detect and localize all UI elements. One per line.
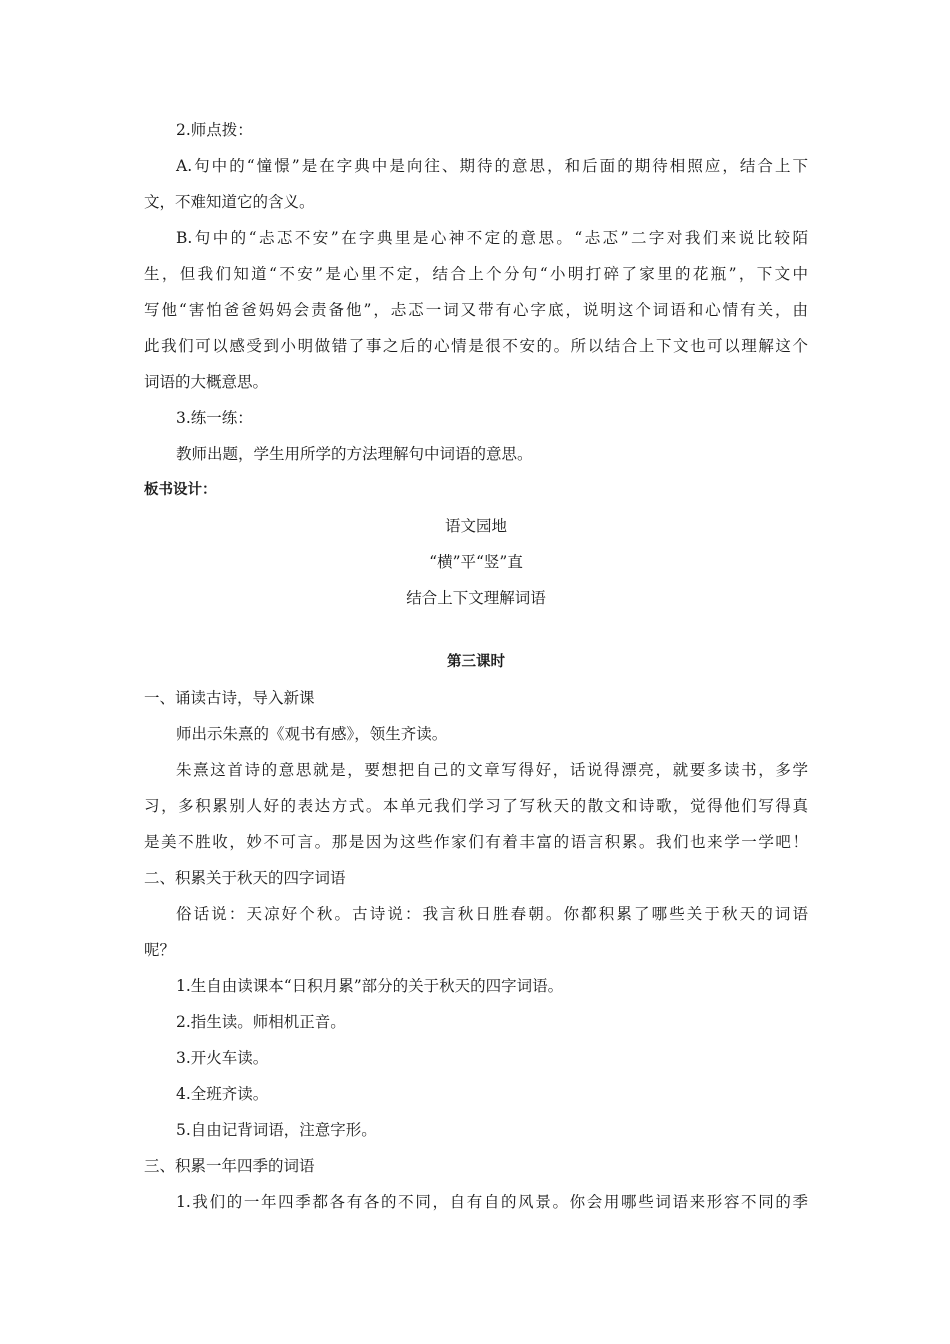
item-b-line: 此我们可以感受到小明做错了事之后的心情是很不安的。所以结合上下文也可以理解这个 (144, 337, 808, 355)
item-b-line: 生，但我们知道“不安”是心里不定，结合上个分句“小明打碎了家里的花瓶”，下文中 (144, 265, 808, 283)
item-3-text: 教师出题，学生用所学的方法理解句中词语的意思。 (176, 445, 533, 463)
item-2-title: 2.师点拨： (176, 121, 253, 139)
part-1-paragraph-line: 朱熹这首诗的意思就是，要想把自己的文章写得好，话说得漂亮，就要多读书，多学 (176, 761, 808, 779)
item-b-line: 写他“害怕爸爸妈妈会责备他”，忐忑一词又带有心字底，说明这个词语和心情有关，由 (144, 301, 808, 319)
part-1-heading: 一、诵读古诗，导入新课 (144, 689, 315, 707)
board-design-line: “横”平“竖”直 (429, 553, 523, 571)
part-2-list-item: 3.开火车读。 (176, 1049, 269, 1067)
item-a-line: 文，不难知道它的含义。 (144, 193, 315, 211)
item-3-title: 3.练一练： (176, 409, 253, 427)
part-2-list-item: 2.指生读。师相机正音。 (176, 1013, 346, 1031)
part-1-paragraph-line: 是美不胜收，妙不可言。那是因为这些作家们有着丰富的语言积累。我们也来学一学吧！ (144, 833, 808, 851)
lesson-title: 第三课时 (447, 654, 505, 670)
part-3-heading: 三、积累一年四季的词语 (144, 1157, 315, 1175)
part-3-paragraph-line: 1.我们的一年四季都各有各的不同，自有自的风景。你会用哪些词语来形容不同的季 (176, 1193, 808, 1211)
part-2-paragraph-line: 呢？ (144, 941, 176, 959)
item-a-line: A.句中的“憧憬”是在字典中是向往、期待的意思，和后面的期待相照应，结合上下 (176, 157, 808, 175)
part-1-paragraph-line: 习，多积累别人好的表达方式。本单元我们学习了写秋天的散文和诗歌，觉得他们写得真 (144, 797, 808, 815)
board-design-label: 板书设计： (144, 482, 217, 498)
document-page (144, 112, 808, 1220)
part-2-heading: 二、积累关于秋天的四字词语 (144, 869, 346, 887)
item-b-line: 词语的大概意思。 (144, 373, 269, 391)
part-1-paragraph: 师出示朱熹的《观书有感》，领生齐读。 (176, 725, 448, 743)
board-design-line: 结合上下文理解词语 (406, 589, 546, 607)
part-2-list-item: 4.全班齐读。 (176, 1085, 269, 1103)
item-b-line: B.句中的“忐忑不安”在字典里是心神不定的意思。“忐忑”二字对我们来说比较陌 (176, 229, 808, 247)
section-spacer (144, 616, 808, 644)
board-design-line: 语文园地 (444, 517, 507, 535)
part-2-paragraph-line: 俗话说：天凉好个秋。古诗说：我言秋日胜春朝。你都积累了哪些关于秋天的词语 (176, 905, 808, 923)
part-2-list-item: 5.自由记背词语，注意字形。 (176, 1121, 377, 1139)
part-2-list-item: 1.生自由读课本“日积月累”部分的关于秋天的四字词语。 (176, 977, 564, 995)
